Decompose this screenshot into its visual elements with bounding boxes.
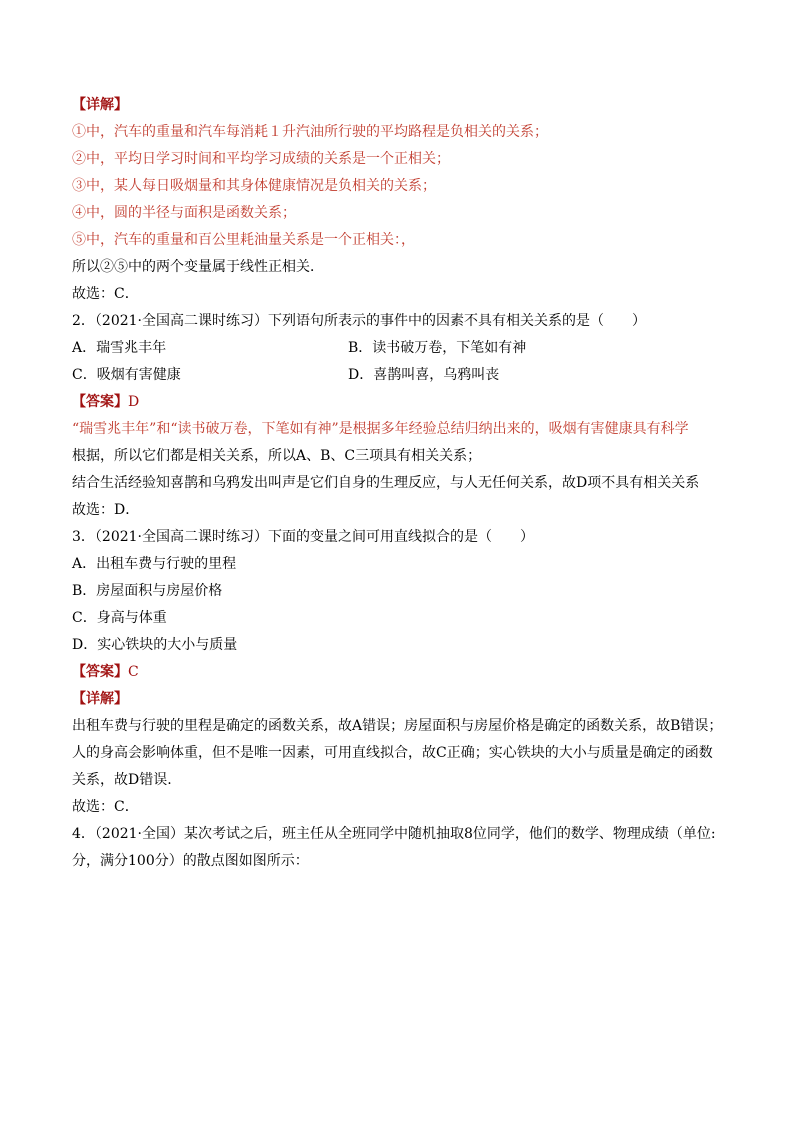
detail-header: 【详解】	[72, 97, 128, 113]
q2-answer-value: D	[128, 394, 140, 410]
q3-explain-2: 人的身高会影响体重，但不是唯一因素，可用直线拟合，故C正确；实心铁块的大小与质量是确定的函数	[72, 745, 713, 761]
q2-answer	[72, 389, 732, 416]
q3-stem: 3．（2021·全国高二课时练习）下面的变量之间可用直线拟合的是（ ）	[72, 529, 534, 545]
q3-option-b: B．房屋面积与房屋价格	[72, 583, 223, 599]
q3-select: 故选：C．	[72, 799, 139, 815]
detail-select: 故选：C．	[72, 286, 139, 302]
q4-stem-1: 4．（2021·全国）某次考试之后，班主任从全班同学中随机抽取8位同学，他们的数学、物理成绩（单位:	[72, 826, 716, 842]
document-page	[72, 92, 732, 875]
detail-line-5: ⑤中，汽车的重量和百公里耗油量关系是一个正相关：，	[72, 232, 415, 248]
q2-option-a: A．瑞雪兆丰年	[72, 340, 167, 356]
detail-line-1: ①中，汽车的重量和汽车每消耗１升汽油所行驶的平均路程是负相关的关系；	[72, 124, 548, 140]
detail-line-4: ④中，圆的半径与面积是函数关系；	[72, 205, 296, 221]
q2-explain-1: “瑞雪兆丰年”和“读书破万卷，下笔如有神”是根据多年经验总结归纳出来的，吸烟有害健康具有科学	[72, 421, 689, 437]
q2-select: 故选：D．	[72, 502, 140, 518]
q2-stem: 2．（2021·全国高二课时练习）下列语句所表示的事件中的因素不具有相关关系的是（ ）	[72, 313, 646, 329]
q2-options-row-1	[72, 335, 732, 362]
q3-option-a: A．出租车费与行驶的里程	[72, 556, 237, 572]
q2-options-row-2	[72, 362, 732, 389]
q3-detail-header: 【详解】	[72, 691, 128, 707]
q2-explain-3: 结合生活经验知喜鹊和乌鸦发出叫声是它们自身的生理反应，与人无任何关系，故D项不具有相关关系	[72, 475, 700, 491]
q3-answer-label: 【答案】	[72, 664, 128, 680]
q3-explain-3: 关系，故D错误.	[72, 772, 172, 788]
detail-conclusion: 所以②⑤中的两个变量属于线性正相关．	[72, 259, 324, 275]
q3-explain-1: 出租车费与行驶的里程是确定的函数关系，故A错误；房屋面积与房屋价格是确定的函数关系，故B错误；	[72, 718, 723, 734]
q2-option-d: D．喜鹊叫喜，乌鸦叫丧	[348, 367, 500, 383]
q3-answer	[72, 659, 732, 686]
q2-option-b: B．读书破万卷，下笔如有神	[348, 340, 527, 356]
q3-option-d: D．实心铁块的大小与质量	[72, 637, 238, 653]
q2-explain-2: 根据，所以它们都是相关关系，所以A、B、C三项具有相关关系；	[72, 448, 482, 464]
q4-stem-2: 分，满分100分）的散点图如图所示：	[72, 853, 309, 869]
q3-answer-value: C	[128, 664, 139, 680]
q3-option-c: C．身高与体重	[72, 610, 167, 626]
detail-line-3: ③中，某人每日吸烟量和其身体健康情况是负相关的关系；	[72, 178, 436, 194]
detail-line-2: ②中，平均日学习时间和平均学习成绩的关系是一个正相关；	[72, 151, 450, 167]
q2-option-c: C．吸烟有害健康	[72, 367, 181, 383]
q2-answer-label: 【答案】	[72, 394, 128, 410]
